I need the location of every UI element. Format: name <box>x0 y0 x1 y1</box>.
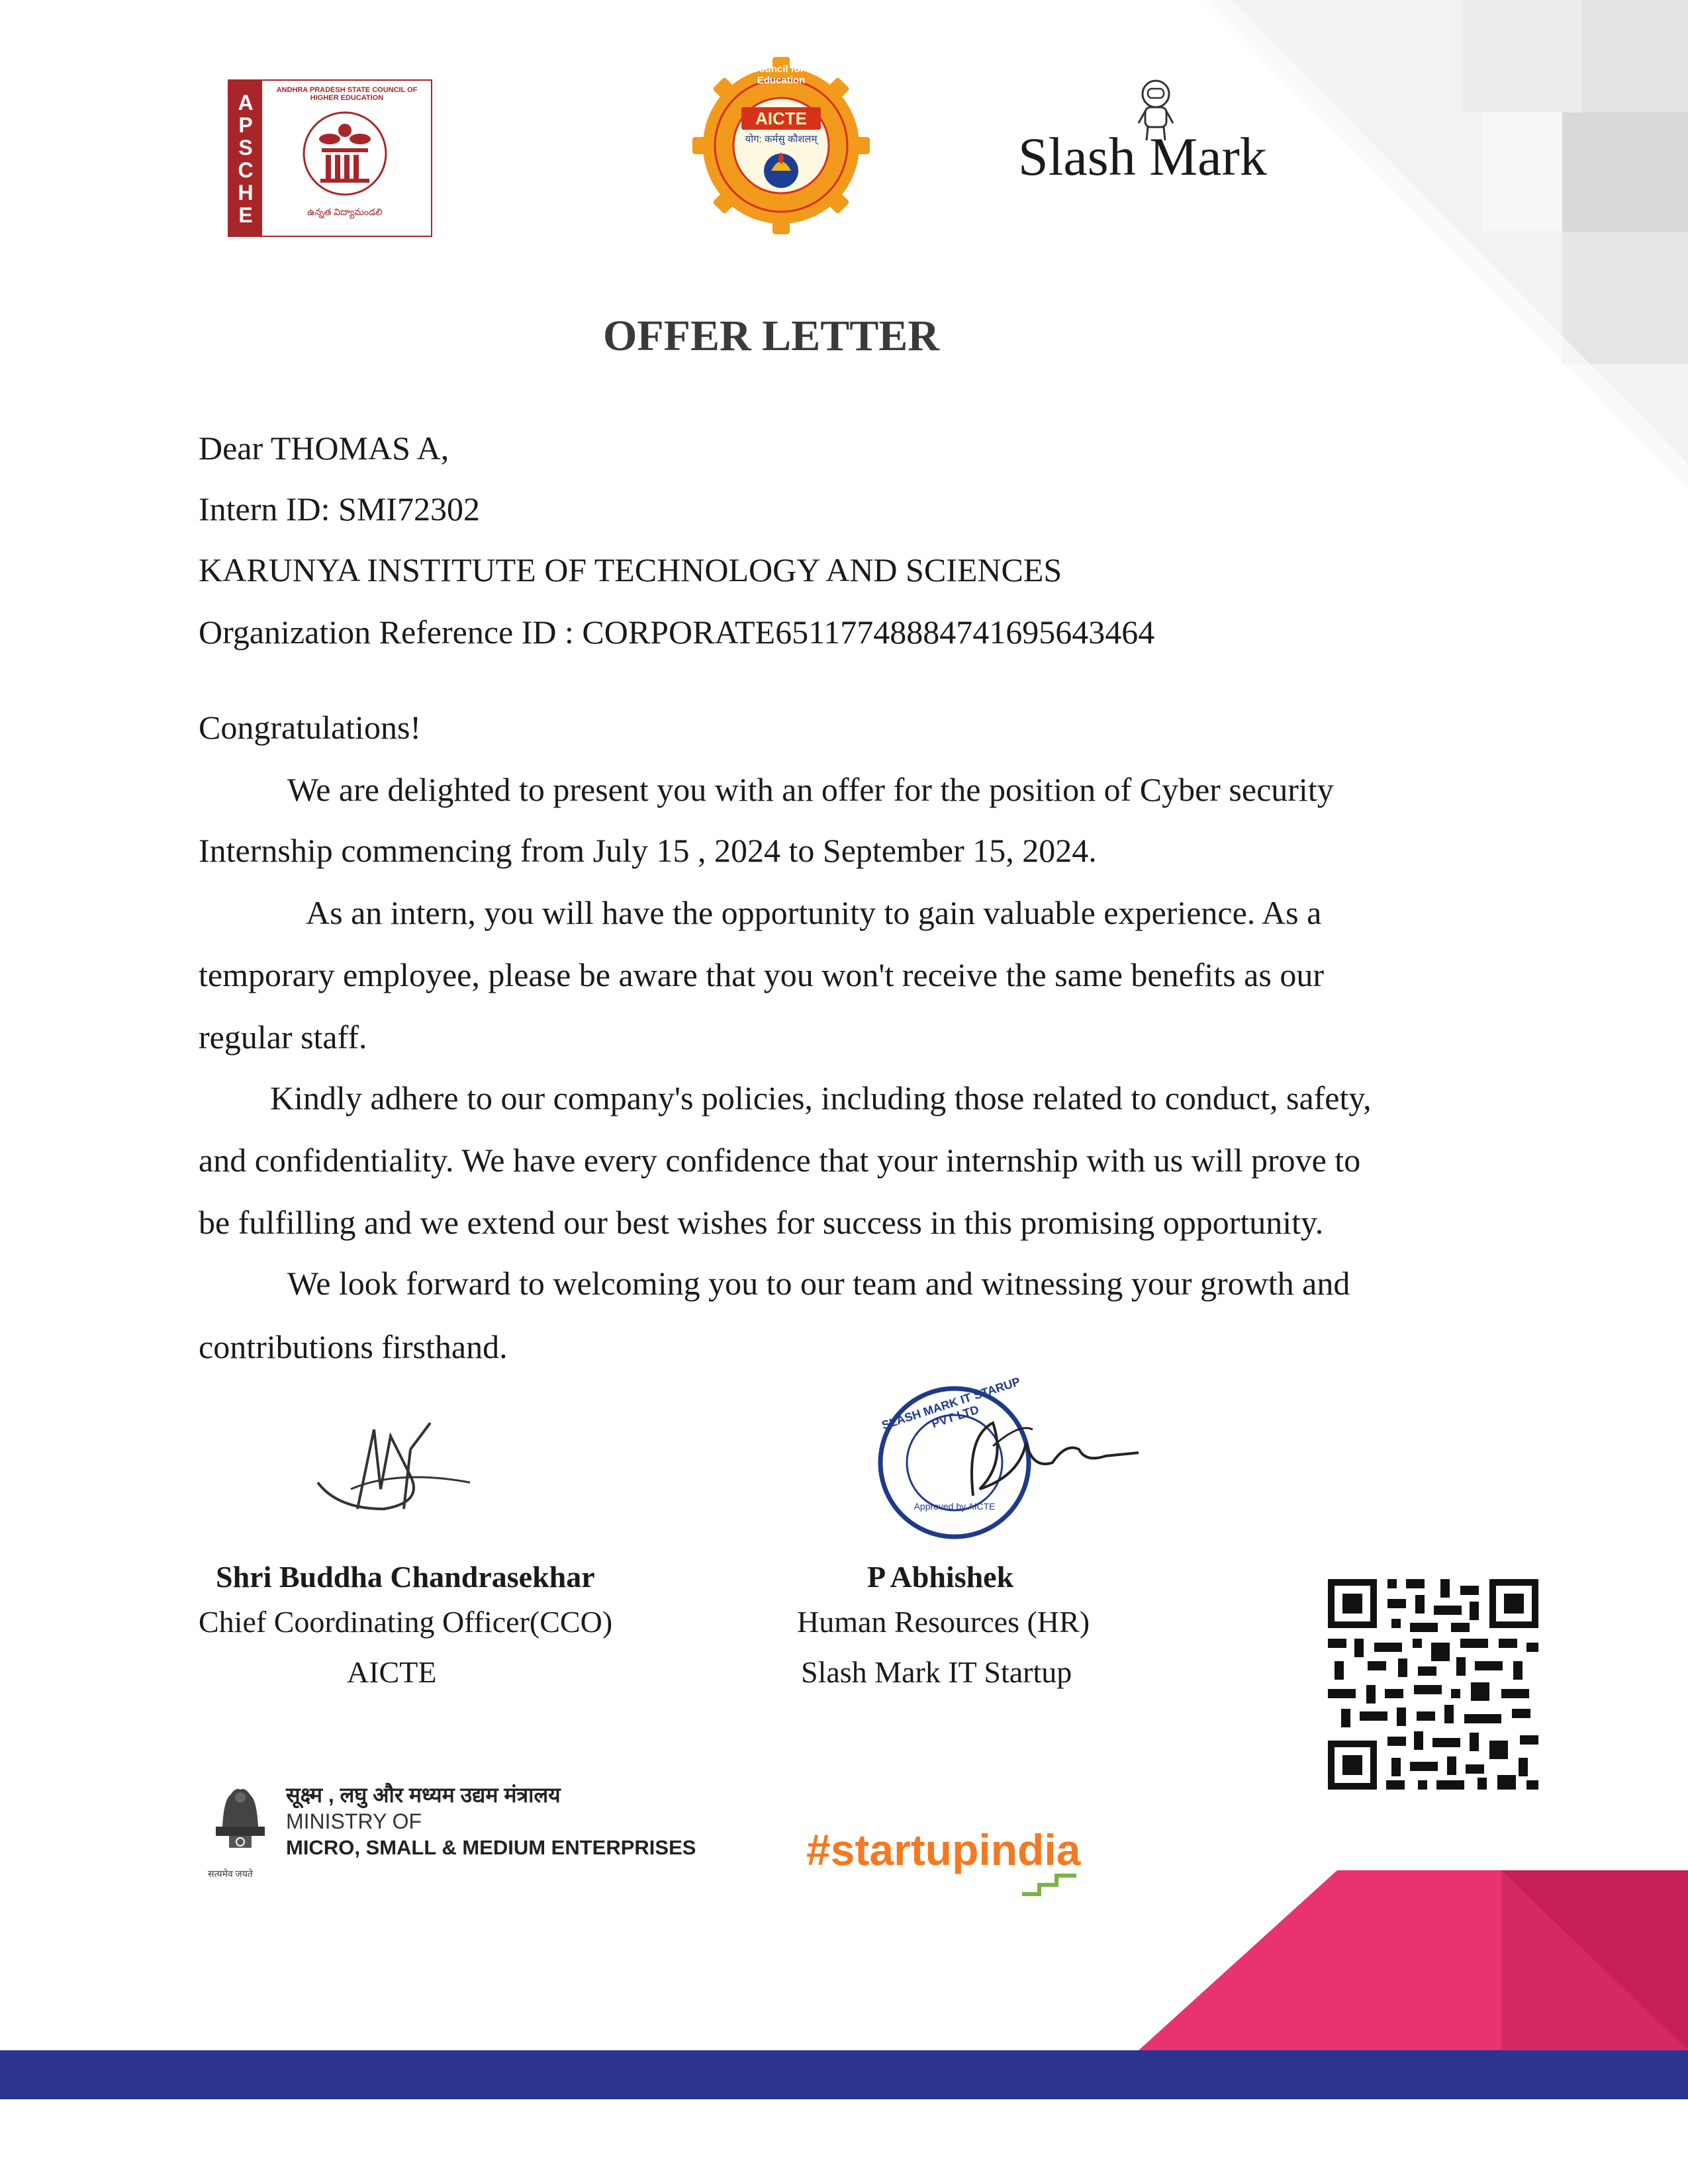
aicte-label: AICTE <box>741 107 821 130</box>
slashmark-logo: Slash Mark <box>1018 126 1267 187</box>
msme-line2: MICRO, SMALL & MEDIUM ENTERPRISES <box>286 1836 696 1859</box>
congratulations: Congratulations! <box>199 709 422 746</box>
msme-line1: MINISTRY OF <box>286 1809 422 1833</box>
footer-band <box>0 2050 1688 2099</box>
apsche-letter: E <box>238 203 253 227</box>
signature-left <box>311 1410 483 1529</box>
apsche-letter: A <box>238 91 254 114</box>
signatory-left-org: AICTE <box>347 1655 437 1689</box>
corner-decoration-bottom <box>1139 1870 1688 2056</box>
body-line: As an intern, you will have the opportunity to gain valuable experience. As a <box>306 894 1322 931</box>
startupindia-logo <box>806 1825 1081 1874</box>
apsche-emblem-icon <box>295 107 395 200</box>
body-line: Internship commencing from July 15 , 2024 to September 15, 2024. <box>199 832 1097 869</box>
organization-reference-id: Organization Reference ID : CORPORATE65117748884741695643464 <box>199 614 1155 651</box>
qr-code[interactable] <box>1328 1579 1538 1790</box>
msme-hindi-title: सूक्ष्म , लघु और मध्यम उद्यम मंत्रालय <box>286 1783 561 1807</box>
signatory-right-org: Slash Mark IT Startup <box>801 1655 1072 1689</box>
apsche-ring-text: ANDHRA PRADESH STATE COUNCIL OF HIGHER EDUCATION <box>276 86 418 102</box>
startupindia-stairs-icon <box>1019 1870 1079 1897</box>
apsche-logo <box>228 79 432 237</box>
page-title: OFFER LETTER <box>603 312 939 360</box>
startupindia-prefix: #startup <box>806 1825 979 1874</box>
body-line: and confidentiality. We have every confidence that your internship with us will prove to <box>199 1142 1361 1179</box>
stamp-bottom-text: Approved by AICTE <box>914 1501 996 1512</box>
body-line: be fulfilling and we extend our best wishes for success in this promising opportunity. <box>199 1204 1324 1241</box>
body-line: regular staff. <box>199 1019 367 1056</box>
signatory-left-name: Shri Buddha Chandrasekhar <box>216 1560 595 1594</box>
aicte-motto: योग: कर्मसु कौशलम् <box>745 134 818 145</box>
signatory-right-name: P Abhishek <box>867 1560 1014 1594</box>
apsche-tagline: ఉన్నత విద్యామండలి <box>307 206 383 217</box>
stamp-ring-text: SLASH MARK IT STARUP PVT LTD <box>880 1375 1022 1432</box>
apsche-letter: P <box>238 113 253 137</box>
apsche-letter: C <box>238 158 254 182</box>
emblem-caption: सत्यमेव जयते <box>208 1870 253 1880</box>
intern-id: Intern ID: SMI72302 <box>199 490 480 527</box>
aicte-ring-text: All India Council for Technical Education <box>710 64 852 86</box>
greeting: Dear THOMAS A, <box>199 430 449 467</box>
signatory-left-role: Chief Coordinating Officer(CCO) <box>199 1605 613 1639</box>
corner-decoration-top <box>1178 0 1688 490</box>
body-line: We are delighted to present you with an offer for the position of Cyber security <box>287 771 1334 808</box>
body-line: contributions firsthand. <box>199 1328 508 1365</box>
institute-name: KARUNYA INSTITUTE OF TECHNOLOGY AND SCIENCES <box>199 551 1062 588</box>
apsche-letter: H <box>238 181 254 205</box>
national-emblem-icon <box>209 1780 271 1866</box>
body-line: We look forward to welcoming you to our team and witnessing your growth and <box>287 1265 1350 1302</box>
signatory-right-role: Human Resources (HR) <box>797 1605 1090 1639</box>
startupindia-suffix: india <box>978 1825 1081 1874</box>
body-line: Kindly adhere to our company's policies, including those related to conduct, safety, <box>270 1079 1372 1116</box>
apsche-letter: S <box>238 136 253 159</box>
body-line: temporary employee, please be aware that you won't receive the same benefits as our <box>199 956 1324 993</box>
